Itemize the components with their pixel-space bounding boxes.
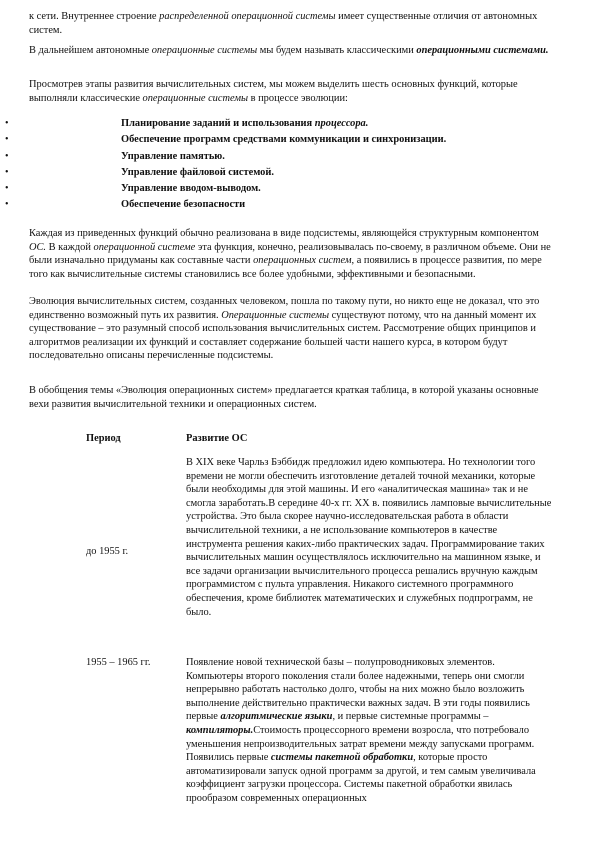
paragraph-six-functions [29,78,557,105]
emphasis: алгоритмические языки [220,711,333,723]
emphasis: процессора. [314,118,369,129]
emphasis: операционными системами. [416,45,549,56]
list-item [0,150,595,166]
bullet-icon: • [5,118,9,129]
paragraph-table-intro: В обобщения темы «Эволюция операционных систем» предлагается краткая таблица, в которой указаны основные вехи развития вычислительной техники и операционных систем. [29,385,539,410]
bullet-icon: • [5,134,9,146]
table-header-period: Период [86,433,121,444]
table-cell-period: до 1955 г. [86,546,129,557]
text: Стоимость процессорного времени возросла, что потребовало уменьшения непроизводительных затрат времени между запусками программ. Появились первые [186,724,535,764]
text: в процессе эволюции: [248,92,348,104]
paragraph-distributed-os [29,10,557,37]
emphasis: Операционные системы [221,309,330,321]
list-item-label: Управление файловой системой. [121,166,274,178]
bullet-icon: • [5,199,9,211]
text: , а появились в процессе развития, по мере того как вычислительные системы становились все более удобными, эффективными и безопасными. [29,255,542,280]
functions-list [0,117,595,215]
list-item [0,133,595,149]
text: имеет существенные отличия от автономных систем. [29,11,538,36]
emphasis: операционной системе [93,241,196,253]
emphasis: ОС. [29,241,47,253]
text: , которые просто автоматизировали запуск одной программ за другой, и тем самым увеличивала коэффициент загрузки процессора. Системы пакетной обработки явилась прообразом современных операционных [186,752,536,804]
text: , и первые системные программы – [332,711,489,723]
text: В каждой [46,241,94,253]
bullet-icon: • [5,166,9,178]
paragraph-subsystems [29,227,557,281]
table-cell-description [186,656,552,806]
list-item-label: Обеспечение безопасности [121,199,246,211]
paragraph-classic-os [29,44,557,58]
table-cell-description: В XIX веке Чарльз Бэббидж предложил идею компьютера. Но технологии того времени не могли обеспечить изготовление деталей точной механики, которые были необходимы для этой машины. И его «аналитическая машина» так и не смогла заработать.В середине 40-х гг. XX в. появились ламповые вычислительные устройства. Это была скорее научно-исследовательская работа в области вычислительной техники, а не использование компьютеров в качестве инструмента решения каких-либо практических задач. Программирование таких вычислительных машин осуществлялось исключительно на машинном языке, и все задачи организации вычислительного процесса решались вручную каждым программистом с пульта управления. Никакого системного программного обеспечения, кроме библиотек математических и служебных подпрограмм, не было. [186,457,552,618]
list-item [0,182,595,198]
text: мы будем называть классическими [257,45,417,56]
text: В дальнейшем автономные [29,45,152,56]
list-item-label: Управление вводом-выводом. [121,183,261,195]
list-item-label: Управление памятью. [121,150,225,162]
emphasis: операционные системы [142,92,249,104]
text: существуют потому, что на данный момент их существование – это разумный способ использования вычислительных систем. Рассмотрение общих принципов и алгоритмов реализации их функций и составляет содержание большей части нашего курса, в котором будут последовательно описаны перечисленные подсистемы. [29,309,537,362]
emphasis: операционные системы [151,45,258,56]
emphasis: компиляторы. [186,724,254,736]
bullet-icon: • [5,150,9,162]
table-cell-period: 1955 – 1965 гг. [86,657,151,668]
text: Эволюция вычислительных систем, созданных человеком, пошла по такому пути, но никто еще не доказал, что это единственно возможный путь их развития. [29,296,540,321]
bullet-icon: • [5,183,9,195]
list-item [0,166,595,182]
paragraph-evolution [29,295,557,363]
emphasis: операционных систем [253,255,352,267]
text: Планирование заданий и использования [121,118,315,129]
list-item-label: Обеспечение программ средствами коммуникации и синхронизации. [121,134,447,146]
text: Просмотрев этапы развития вычислительных систем, мы можем выделить шесть основных функций, которые выполняли классические [29,79,518,104]
list-item [0,198,595,214]
text: Появление новой технической базы – полупроводниковых элементов. Компьютеры второго поколения стали более надежными, теперь они смогли непрерывно работать настолько долго, чтобы на них можно было возложить выполнение действительно практически важных задач. В эти годы появились первые [186,657,530,723]
table-header-development: Развитие ОС [186,433,248,444]
emphasis: системы пакетной обработки [270,752,414,764]
emphasis: распределенной операционной системы [159,11,336,22]
list-item [0,117,595,133]
text: эта функция, конечно, реализовывалась по-своему, в различном объеме. Они не были изначально придуманы как составные части [29,241,551,267]
text: Каждая из приведенных функций обычно реализована в виде подсистемы, являющейся структурным компонентом [29,228,539,239]
list-item-label [121,117,368,131]
text: к сети. Внутреннее строение [29,11,160,22]
